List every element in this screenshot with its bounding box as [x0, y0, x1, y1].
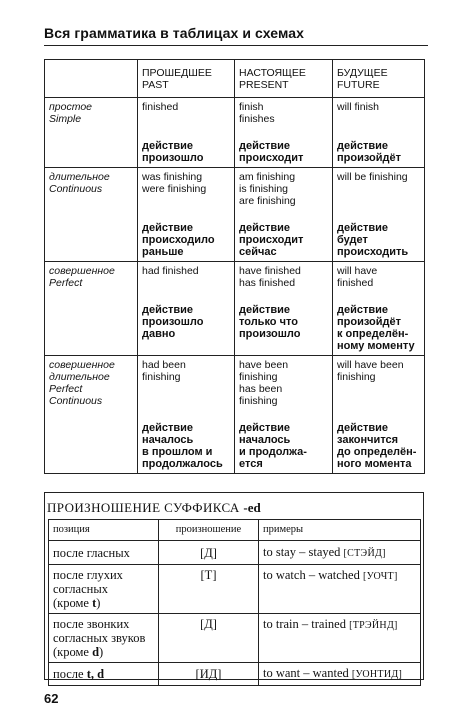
- page-header-title: Вся грамматика в таблицах и схемах: [44, 25, 305, 41]
- column-header-future: [333, 60, 425, 98]
- meaning-line: действие: [239, 304, 291, 316]
- position-line: [53, 645, 154, 659]
- meaning-line: сейчас: [239, 246, 277, 258]
- position-line: [53, 596, 154, 610]
- tense-row-continuous-forms: [45, 168, 425, 211]
- meaning-line: действие: [142, 140, 194, 152]
- form-line: will be finishing: [337, 171, 408, 183]
- position-bold-letter: d: [92, 645, 100, 659]
- meaning-line: раньше: [142, 246, 184, 258]
- example-text: to want – wanted: [263, 666, 349, 680]
- form-line: are finishing: [239, 195, 296, 207]
- meaning-past-simple: [138, 128, 235, 168]
- form-line: will have been: [337, 359, 404, 371]
- suffix-row: [49, 541, 421, 565]
- meaning-line: ется: [239, 458, 263, 470]
- meaning-line: происходит: [239, 152, 304, 164]
- form-line: have finished: [239, 265, 301, 277]
- example-transcription: [УОНТИД]: [351, 669, 403, 680]
- form-future-perfect: [333, 262, 425, 293]
- row-label-perfect: [45, 262, 138, 356]
- column-header-ru: БУДУЩЕЕ: [337, 67, 388, 79]
- meaning-line: происходило: [142, 234, 215, 246]
- column-header-en: PRESENT: [239, 79, 289, 91]
- column-header-ru: НАСТОЯЩЕЕ: [239, 67, 306, 79]
- form-future-simple: [333, 98, 425, 129]
- header-empty-cell: [45, 60, 138, 98]
- suffix-example: [259, 565, 421, 614]
- position-text: ): [99, 645, 104, 659]
- form-line: will have: [337, 265, 378, 277]
- row-label-en: Continuous: [49, 395, 103, 407]
- form-line: have been: [239, 359, 289, 371]
- meaning-line: началось: [142, 434, 194, 446]
- form-line: finishing: [142, 371, 181, 383]
- suffix-title-ed: -ed: [243, 500, 261, 515]
- position-bold-letter: t: [92, 596, 97, 610]
- row-label-ru: совершенное: [49, 359, 115, 371]
- row-label-simple: [45, 98, 138, 168]
- row-label-en: Continuous: [49, 183, 103, 195]
- suffix-row: [49, 614, 421, 663]
- example-text: to train – trained: [263, 617, 346, 631]
- meaning-future-simple: [333, 128, 425, 168]
- form-future-perfect-continuous: [333, 356, 425, 411]
- row-label-ru: длительное: [49, 371, 110, 383]
- position-line: согласных звуков: [53, 631, 146, 645]
- position-text: после: [53, 667, 87, 681]
- example-transcription: [СТЭЙД]: [343, 547, 386, 559]
- meaning-line: произошло: [142, 316, 204, 328]
- meaning-line: ного момента: [337, 458, 412, 470]
- form-past-perfect-continuous: [138, 356, 235, 411]
- form-past-perfect: [138, 262, 235, 293]
- tense-row-perfect-continuous-forms: [45, 356, 425, 411]
- meaning-line: действие: [337, 422, 389, 434]
- form-line: finishes: [239, 113, 275, 125]
- row-label-en: Perfect: [49, 277, 83, 289]
- suffix-row: [49, 565, 421, 614]
- meaning-past-continuous: [138, 210, 235, 262]
- suffix-header-position: позиция: [49, 520, 159, 541]
- form-past-continuous: [138, 168, 235, 211]
- form-future-continuous: [333, 168, 425, 211]
- form-line: finished: [337, 277, 374, 289]
- meaning-line: в прошлом и: [142, 446, 213, 458]
- form-line: finish: [239, 101, 264, 113]
- suffix-example: [259, 663, 421, 686]
- header-rule: [44, 45, 428, 46]
- row-label-ru: совершенное: [49, 265, 115, 277]
- meaning-present-perfect: [235, 292, 333, 356]
- form-present-perfect: [235, 262, 333, 293]
- row-label-en: Perfect: [49, 383, 83, 395]
- form-line: were finishing: [142, 183, 207, 195]
- meaning-past-perfect: [138, 292, 235, 356]
- row-label-continuous: [45, 168, 138, 262]
- meaning-line: действие: [142, 222, 194, 234]
- column-header-ru: ПРОШЕДШЕЕ: [142, 67, 212, 79]
- meaning-line: произошло: [142, 152, 204, 164]
- meaning-line: началось: [239, 434, 291, 446]
- suffix-title-text: ПРОИЗНОШЕНИЕ СУФФИКСА: [47, 500, 240, 515]
- form-line: finishing: [239, 395, 278, 407]
- meaning-line: действие: [337, 140, 389, 152]
- meaning-line: действие: [142, 422, 194, 434]
- meaning-line: действие: [337, 222, 389, 234]
- form-past-simple: [138, 98, 235, 129]
- meaning-line: закончится: [337, 434, 399, 446]
- meaning-line: происходит: [239, 234, 304, 246]
- form-present-continuous: [235, 168, 333, 211]
- meaning-past-perfect-continuous: [138, 410, 235, 474]
- meaning-line: ному моменту: [337, 340, 415, 352]
- meaning-line: только что: [239, 316, 298, 328]
- position-bold-letter: t, d: [86, 667, 105, 681]
- suffix-position: [49, 541, 159, 565]
- row-label-ru: простое: [49, 101, 93, 113]
- meaning-present-continuous: [235, 210, 333, 262]
- meaning-line: происходить: [337, 246, 409, 258]
- meaning-future-perfect: [333, 292, 425, 356]
- form-line: finishing: [239, 371, 278, 383]
- suffix-position: [49, 565, 159, 614]
- example-text: to stay – stayed: [263, 544, 341, 559]
- row-label-perfect-continuous: [45, 356, 138, 474]
- position-line: после гласных: [53, 545, 130, 560]
- meaning-line: продолжалось: [142, 458, 223, 470]
- tense-row-perfect-forms: [45, 262, 425, 293]
- column-header-en: FUTURE: [337, 79, 380, 91]
- meaning-line: действие: [239, 222, 291, 234]
- meaning-line: давно: [142, 328, 176, 340]
- form-line: will finish: [337, 101, 380, 113]
- meaning-line: будет: [337, 234, 368, 246]
- tense-header-row: [45, 60, 425, 98]
- form-line: is finishing: [239, 183, 289, 195]
- example-transcription: [УОЧТ]: [362, 571, 398, 582]
- meaning-line: действие: [337, 304, 389, 316]
- form-line: had finished: [142, 265, 199, 277]
- example-transcription: [ТРЭЙНД]: [349, 620, 398, 631]
- suffix-title: [47, 500, 261, 516]
- suffix-sound: [Д]: [159, 614, 259, 663]
- example-text: to watch – watched: [263, 568, 360, 582]
- suffix-sound: [ИД]: [159, 663, 259, 686]
- suffix-position: [49, 614, 159, 663]
- suffix-example: [259, 541, 421, 565]
- form-present-perfect-continuous: [235, 356, 333, 411]
- row-label-ru: длительное: [49, 171, 110, 183]
- form-line: am finishing: [239, 171, 296, 183]
- suffix-row: [49, 663, 421, 686]
- form-line: had been: [142, 359, 186, 371]
- meaning-line: и продолжа-: [239, 446, 307, 458]
- suffix-sound: [Т]: [159, 565, 259, 614]
- page-number: 62: [44, 691, 59, 706]
- column-header-past: [138, 60, 235, 98]
- form-present-simple: [235, 98, 333, 129]
- meaning-line: произошло: [239, 328, 301, 340]
- position-line: после глухих: [53, 568, 123, 582]
- meaning-line: к определён-: [337, 328, 409, 340]
- meaning-line: до определён-: [337, 446, 417, 458]
- meaning-line: действие: [239, 422, 291, 434]
- meaning-line: произойдёт: [337, 152, 402, 164]
- position-text: ): [96, 596, 101, 610]
- meaning-line: действие: [239, 140, 291, 152]
- row-label-en: Simple: [49, 113, 82, 125]
- position-text: (кроме: [53, 645, 93, 659]
- suffix-sound: [Д]: [159, 541, 259, 565]
- tense-row-simple-forms: [45, 98, 425, 129]
- suffix-header-row: [49, 520, 421, 541]
- form-line: has finished: [239, 277, 296, 289]
- position-text: (кроме: [53, 596, 93, 610]
- meaning-line: действие: [142, 304, 194, 316]
- position-line: после звонких: [53, 617, 130, 631]
- column-header-en: PAST: [142, 79, 169, 91]
- suffix-position: [49, 663, 159, 686]
- form-line: finishing: [337, 371, 376, 383]
- meaning-future-continuous: [333, 210, 425, 262]
- tense-table: [44, 59, 425, 474]
- meaning-future-perfect-continuous: [333, 410, 425, 474]
- suffix-header-pronunciation: произношение: [159, 520, 259, 541]
- form-line: was finishing: [142, 171, 203, 183]
- form-line: finished: [142, 101, 179, 113]
- suffix-table: [48, 519, 421, 686]
- meaning-line: произойдёт: [337, 316, 402, 328]
- form-line: has been: [239, 383, 283, 395]
- position-line: согласных: [53, 582, 108, 596]
- column-header-present: [235, 60, 333, 98]
- meaning-present-perfect-continuous: [235, 410, 333, 474]
- suffix-example: [259, 614, 421, 663]
- suffix-header-examples: примеры: [259, 520, 421, 541]
- meaning-present-simple: [235, 128, 333, 168]
